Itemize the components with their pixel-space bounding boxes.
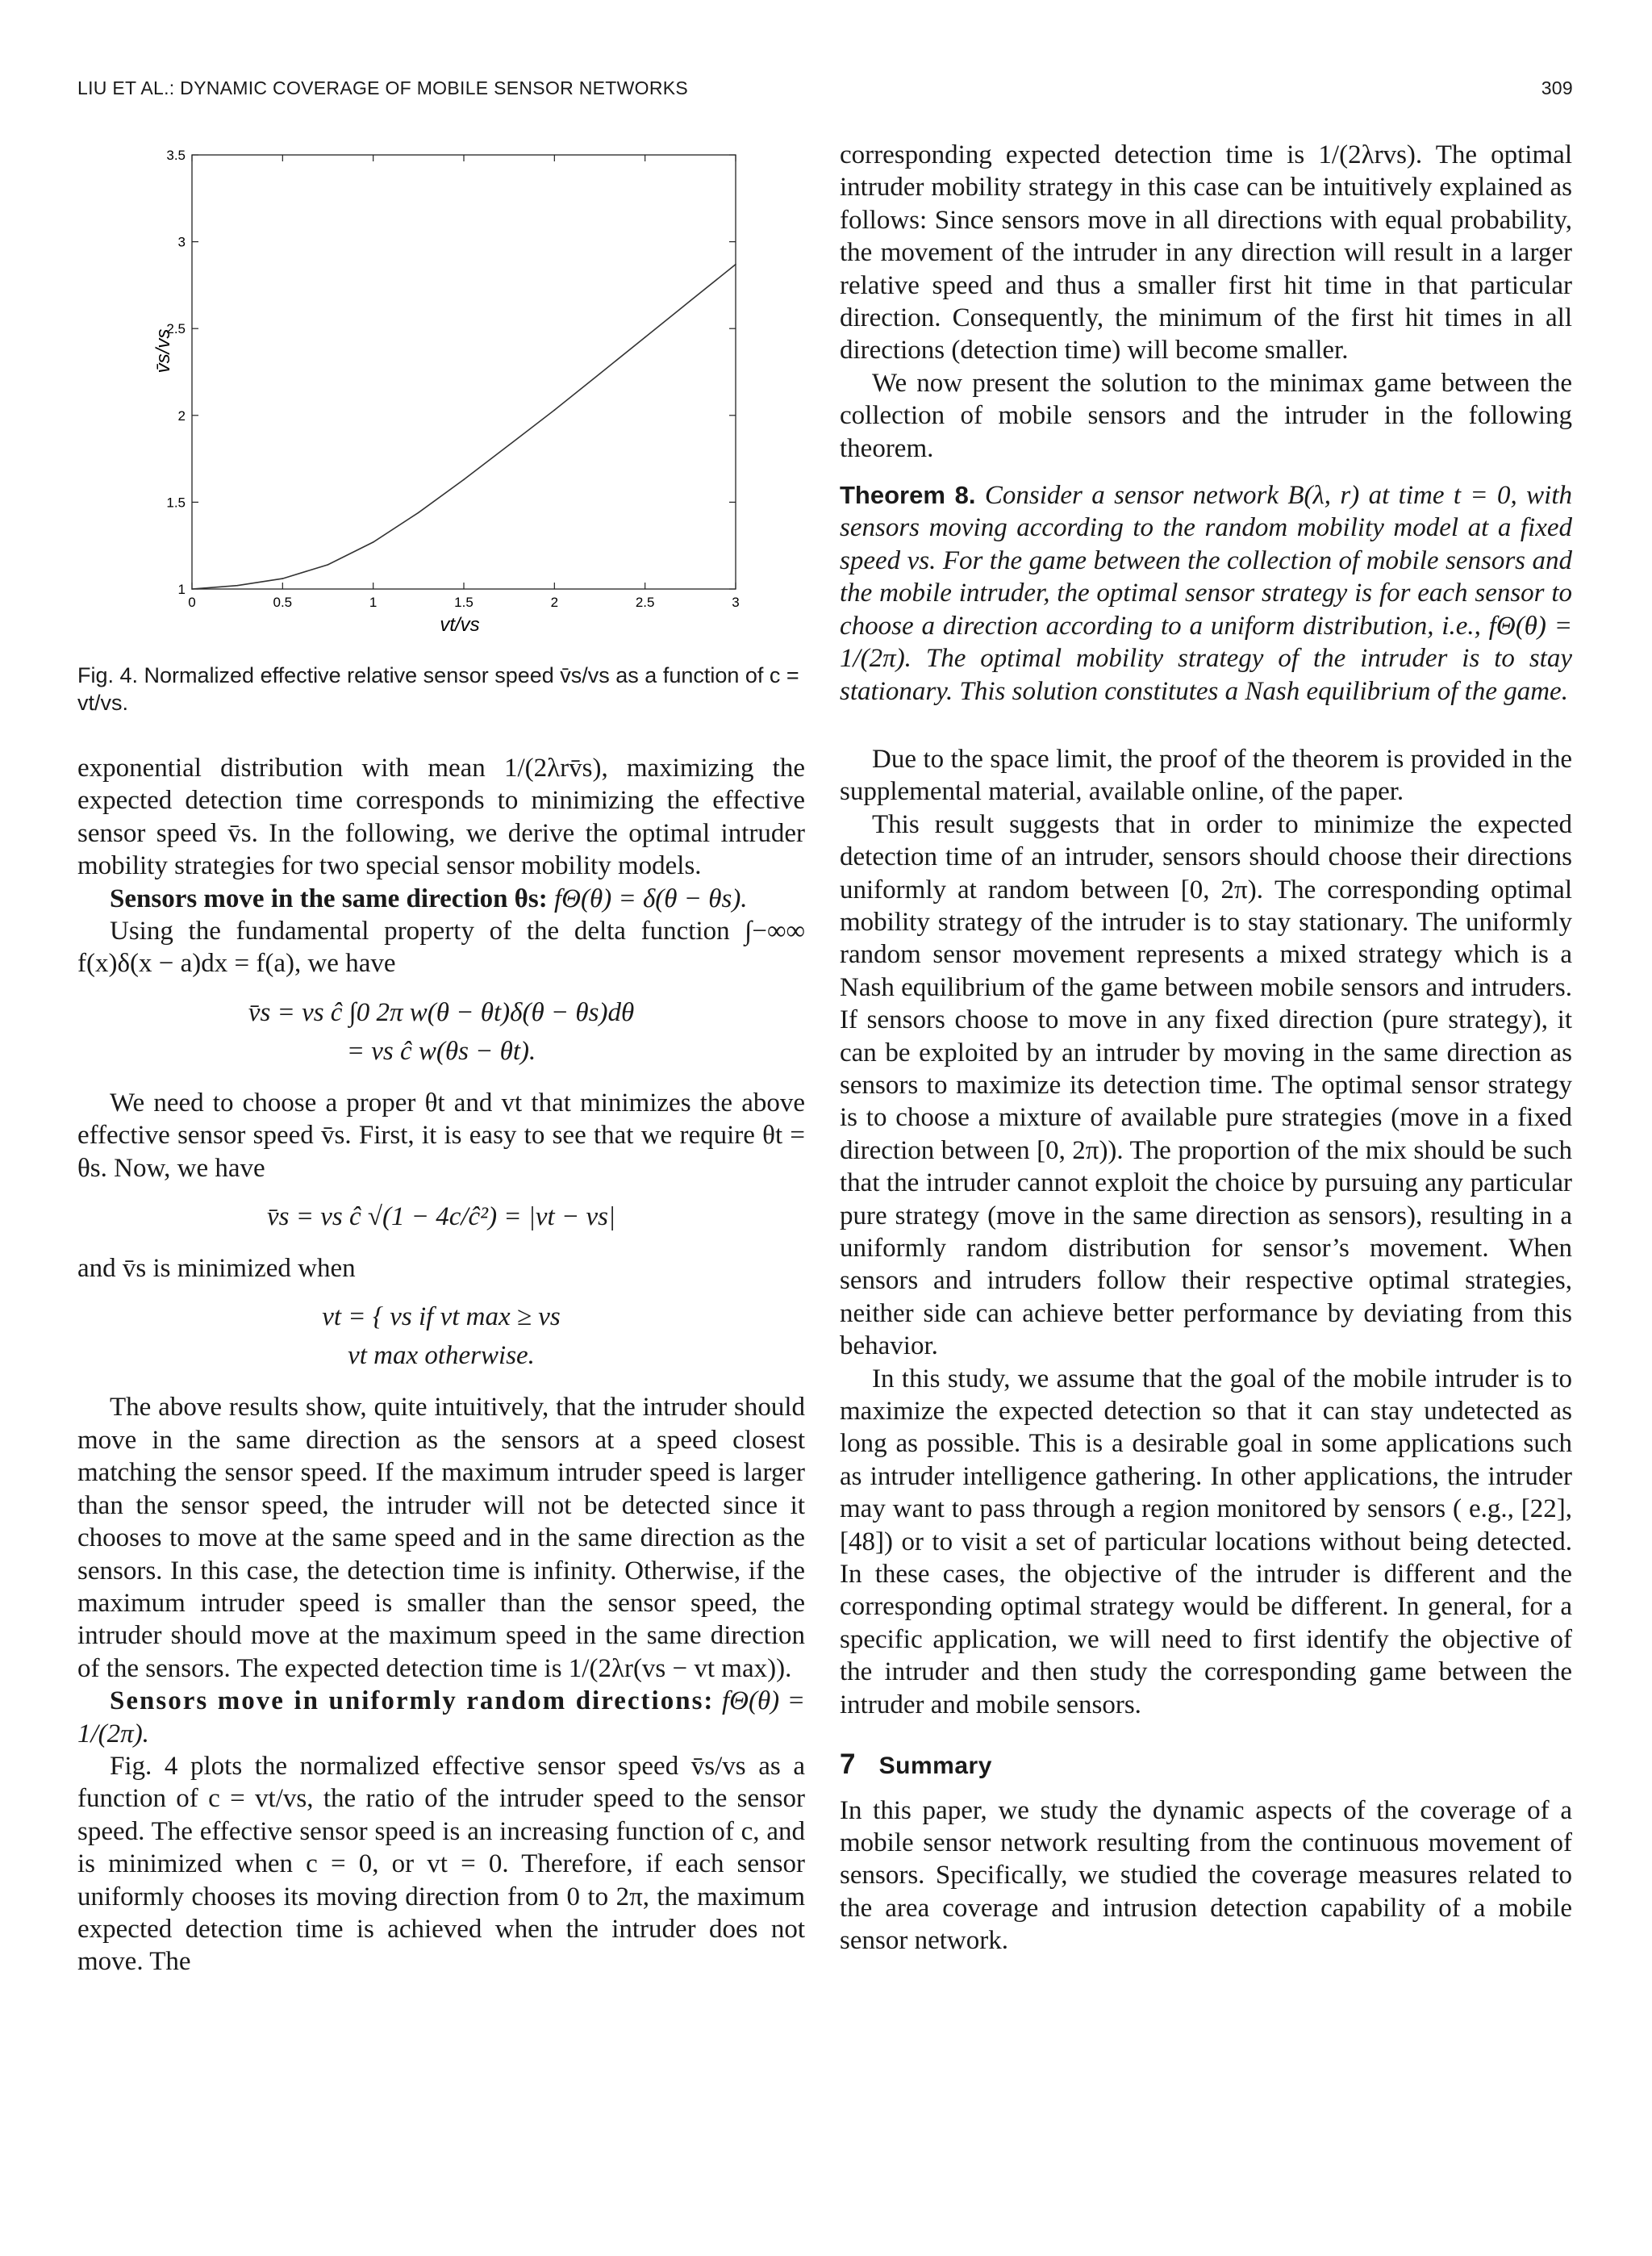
data-point bbox=[282, 578, 284, 579]
data-point bbox=[645, 336, 646, 338]
data-point bbox=[463, 479, 465, 481]
chart-series bbox=[191, 264, 736, 590]
y-tick-label: 1.5 bbox=[166, 495, 186, 511]
paragraph: Due to the space limit, the proof of the theorem is provided in the supplemental material, available online, of the paper. bbox=[840, 744, 1572, 807]
right-column bbox=[840, 139, 1572, 1957]
paragraph: corresponding expected detection time is 1/(2λrvs). The optimal intruder mobility strategy in this case can be intuitively explained as follows: Since sensors move in all directions with equal probability, the movement of the intruder in any direction will result in a larger relative speed and thus a smaller first hit time in that particular direction. Consequently, the minimum of the first hit times in all directions (detection time) will become smaller. bbox=[840, 140, 1572, 366]
section-title: Summary bbox=[878, 1753, 992, 1780]
paragraph: We now present the solution to the minimax game between the collection of mobile sensors and the intruder in the following theorem. bbox=[840, 368, 1572, 463]
run-in-heading: Sensors move in the same direction θs: bbox=[110, 884, 548, 913]
x-axis-label: vt/vs bbox=[440, 614, 480, 636]
x-tick-label: 1.5 bbox=[454, 595, 473, 610]
series-line bbox=[192, 265, 736, 589]
paragraph: In this paper, we study the dynamic aspects of the coverage of a mobile sensor network resulting from the continuous movement of sensors. Specifically, we studied the coverage measures related to the area coverage and intrusion detection capability of a mobile sensor network. bbox=[840, 1795, 1572, 1956]
theorem-label: Theorem 8. bbox=[840, 481, 976, 510]
equation-1 bbox=[77, 993, 805, 1071]
paragraph: Using the fundamental property of the delta function ∫−∞∞ f(x)δ(x − a)dx = f(a), we have bbox=[77, 917, 805, 979]
paragraph: exponential distribution with mean 1/(2λrv̄s), maximizing the expected detection time corresponds to minimizing the effective sensor speed v̄s. In the following, we derive the optimal intruder mobility strategies for two special sensor mobility models. bbox=[77, 754, 805, 881]
paragraph-run-in bbox=[77, 883, 805, 915]
paragraph-run-in bbox=[77, 1685, 805, 1750]
y-tick-label: 3 bbox=[177, 234, 186, 250]
y-tick-label: 3.5 bbox=[166, 148, 186, 163]
data-point bbox=[236, 585, 238, 587]
inline-formula: fΘ(θ) = δ(θ − θs). bbox=[547, 884, 748, 913]
run-in-heading: Sensors move in uniformly random directions: bbox=[110, 1686, 715, 1716]
paragraph: and v̄s is minimized when bbox=[77, 1254, 356, 1284]
inline-formula: fΘ(θ) = 1/(2π). bbox=[77, 1686, 806, 1748]
equation-2: v̄s = vs ĉ √(1 − 4c/ĉ²) = |vt − vs| bbox=[266, 1202, 616, 1232]
x-tick-label: 0 bbox=[188, 595, 196, 610]
running-header: LIU ET AL.: DYNAMIC COVERAGE OF MOBILE SENSOR NETWORKS bbox=[77, 77, 689, 98]
data-point bbox=[191, 588, 193, 590]
x-tick-label: 3 bbox=[732, 595, 740, 610]
data-point bbox=[690, 300, 691, 302]
data-point bbox=[327, 564, 329, 566]
paragraph: We need to choose a proper θt and vt that minimizes the above effective sensor speed v̄s. First, it is easy to see that we require θt = θs. Now, we have bbox=[77, 1088, 805, 1183]
data-point bbox=[418, 512, 419, 514]
page-number: 309 bbox=[1541, 77, 1573, 98]
chart-axes bbox=[192, 155, 736, 589]
x-tick-label: 1 bbox=[369, 595, 378, 610]
y-tick-label: 1 bbox=[177, 582, 186, 597]
figure-4-chart bbox=[137, 137, 766, 645]
plot-frame bbox=[192, 155, 736, 589]
x-tick-label: 2 bbox=[550, 595, 559, 610]
theorem-body: Consider a sensor network B(λ, r) at time t = 0, with sensors moving according to the random mobility model at a fixed speed vs. For the game between the collection of mobile sensors and the mobile intruder, the optimal sensor strategy is for each sensor to choose a direction according to a uniform distribution, i.e., fΘ(θ) = 1/(2π). The optimal mobility strategy of the intruder is to stay stationary. This solution constitutes a Nash equilibrium of the game. bbox=[840, 481, 1573, 706]
paragraph: In this study, we assume that the goal of the mobile intruder is to maximize the expected detection so that it can stay undetected as long as possible. This is a desirable goal in some applications such as intruder intelligence gathering. In other applications, the intruder may want to pass through a region monitored by sensors ( e.g., [22], [48]) or to visit a set of particular locations without being detected. In these cases, the objective of the intruder is different and the corresponding optimal strategy would be different. In general, for a specific application, we will need to first identify the objective of the intruder and then study the corresponding game between the intruder and mobile sensors. bbox=[840, 1364, 1572, 1719]
left-column bbox=[77, 752, 805, 1978]
equation-line: = vs ĉ w(θs − θt). bbox=[346, 1036, 536, 1066]
theorem-8 bbox=[840, 479, 1572, 708]
equation-line: v̄s = vs ĉ ∫0 2π w(θ − θt)δ(θ − θs)dθ bbox=[248, 997, 635, 1027]
equation-3 bbox=[77, 1297, 805, 1375]
figure-caption: Fig. 4. Normalized effective relative sensor speed v̄s/vs as a function of c = vt/vs. bbox=[77, 663, 799, 715]
data-point bbox=[735, 264, 736, 265]
x-tick-label: 2.5 bbox=[635, 595, 655, 610]
data-point bbox=[599, 373, 601, 374]
paragraph: This result suggests that in order to minimize the expected detection time of an intruder, sensors should choose their directions uniformly at random between [0, 2π). The corresponding optimal mobility strategy of the intruder is to stay stationary. The uniformly random sensor movement represents a mixed strategy which is a Nash equilibrium of the game between mobile sensors and intruders. If sensors choose to move in any fixed direction (pure strategy), it can be exploited by an intruder by moving in the same direction as sensors to maximize its detection time. The optimal sensor strategy is to choose a mixture of available pure strategies (move in a fixed direction between [0, 2π)). The proportion of the mix should be such that the intruder cannot exploit the choice by pursuing any particular pure strategy (move in the same direction as sensors), resulting in a uniformly random distribution for sensor’s movement. When sensors and intruders follow their respective optimal strategies, neither side can achieve better performance by deviating from this behavior. bbox=[840, 809, 1572, 1361]
chart-ticks bbox=[166, 148, 739, 610]
data-point bbox=[373, 541, 374, 543]
paragraph: The above results show, quite intuitively, that the intruder should move in the same direction as the sensors at a speed closest matching the sensor speed. If the maximum intruder speed is larger than the sensor speed, the intruder will not be detected since it chooses to move at the same speed and in the same direction as the sensors. In this case, the detection time is infinity. Otherwise, if the maximum intruder speed is smaller than the sensor speed, the intruder should move at the maximum speed in the same direction of the sensors. The expected detection time is 1/(2λr(vs − vt max)). bbox=[77, 1393, 805, 1683]
data-point bbox=[508, 445, 510, 446]
x-tick-label: 0.5 bbox=[273, 595, 293, 610]
section-heading bbox=[840, 1748, 1572, 1782]
equation-line: vt = { vs if vt max ≥ vs bbox=[322, 1302, 561, 1332]
data-point bbox=[554, 410, 556, 412]
y-axis-label: v̄s/vs bbox=[152, 328, 174, 374]
paragraph: Fig. 4 plots the normalized effective sensor speed v̄s/vs as a function of c = vt/vs, the ratio of the intruder speed to the sensor speed. The effective sensor speed is an increasing function of c, and is minimized when c = 0, or vt = 0. Therefore, if each sensor uniformly chooses its moving direction from 0 to 2π, the maximum expected detection time is achieved when the intruder does not move. The bbox=[77, 1751, 805, 1977]
section-number: 7 bbox=[840, 1748, 856, 1781]
y-tick-label: 2.5 bbox=[166, 321, 186, 337]
equation-line: vt max otherwise. bbox=[348, 1341, 535, 1371]
y-tick-label: 2 bbox=[177, 407, 186, 424]
